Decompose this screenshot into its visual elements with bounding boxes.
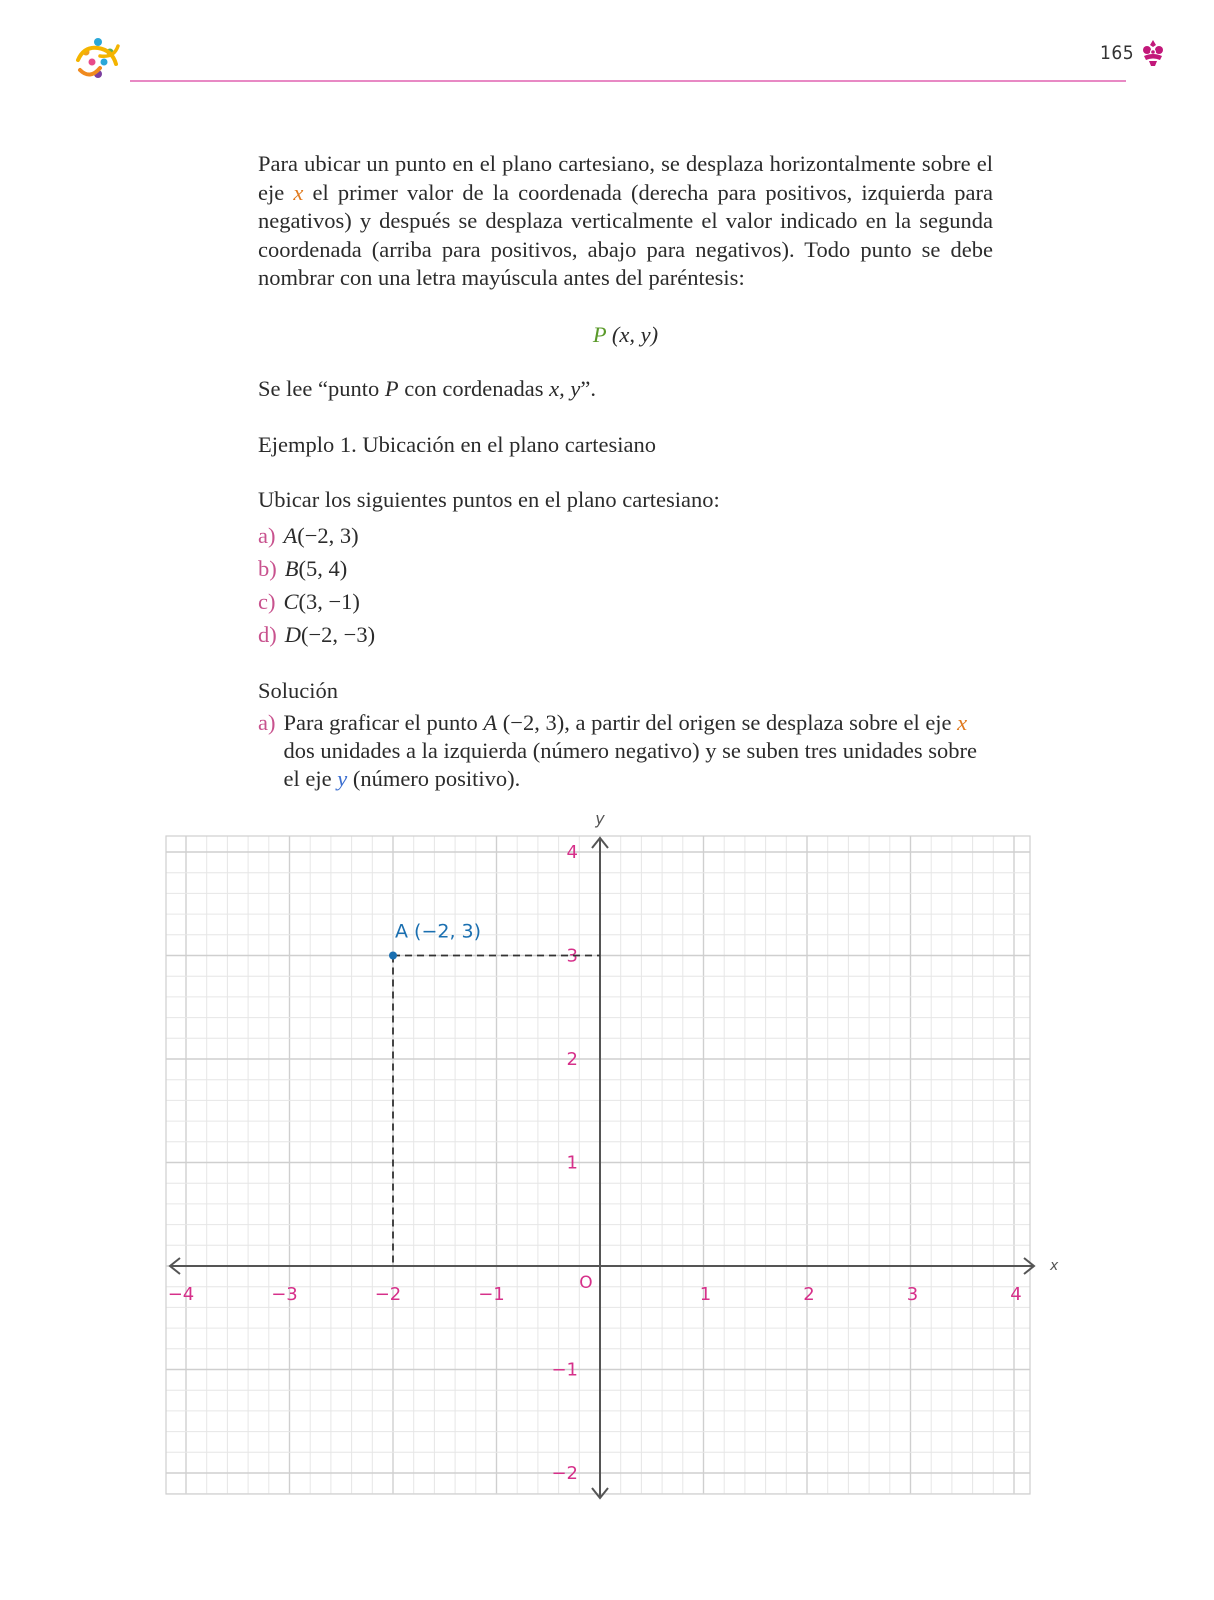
list-item: c) C(3, −1) [258, 588, 360, 614]
grid [166, 836, 1030, 1494]
list-item: a) A(−2, 3) [258, 522, 359, 548]
x-tick-label: −1 [478, 1284, 505, 1305]
y-tick-label: −2 [551, 1463, 578, 1484]
point-a-marker [389, 952, 397, 960]
y-tick-label: 1 [566, 1152, 578, 1174]
example-title: Ejemplo 1. Ubicación en el plano cartesiano [258, 431, 656, 457]
x-variable: x [293, 179, 304, 205]
x-tick-label: 1 [699, 1284, 712, 1305]
solution-item: a) Para graficar el punto A (−2, 3), a partir del origen se desplaza sobre el eje x dos unidades a la izquierda (número negativo) y se suben tres unidades sobre el eje y (número positivo). [258, 709, 993, 793]
point-notation-formula: P (x, y) [592, 321, 659, 347]
x-axis-label: x [1050, 1258, 1059, 1274]
intro-paragraph: Para ubicar un punto en el plano cartesiano, se desplaza horizontalmente sobre el eje x el primer valor de la coordenada (derecha para positivos, izquierda para negativos) y después se desplaza verticalmente el valor indicado en la segunda coordenada (arriba para positivos, abajo para negativos). Todo punto se debe nombrar con una letra mayúscula antes del paréntesis: [258, 151, 993, 290]
y-tick-label: 4 [566, 842, 578, 863]
y-tick-label: 3 [566, 945, 578, 967]
x-tick-label: 4 [1010, 1284, 1022, 1305]
x-tick-label: 3 [906, 1284, 919, 1305]
list-item: b) B(5, 4) [258, 555, 348, 581]
exercise-prompt: Ubicar los siguientes puntos en el plano cartesiano: [258, 487, 720, 512]
point-a-label: A (−2, 3) [395, 920, 482, 943]
page-number: 165 [1100, 42, 1135, 64]
reading-sentence: Se lee “punto P con cordenadas x, y”. [258, 376, 597, 401]
y-tick-label: 2 [566, 1049, 578, 1070]
solution-text: Para graficar el punto A (−2, 3), a partir del origen se desplaza sobre el eje x dos unidades a la izquierda (número negativo) y se suben tres unidades sobre el eje y (número positivo). [283, 710, 978, 791]
y-axis-label: y [595, 809, 605, 828]
solution-title: Solución [258, 677, 339, 703]
list-item: d) D(−2, −3) [258, 621, 376, 647]
x-tick-label: 2 [803, 1284, 815, 1305]
x-tick-label: −4 [167, 1284, 195, 1305]
origin-label: O [579, 1273, 593, 1293]
y-tick-label: −1 [551, 1359, 578, 1381]
x-tick-label: −2 [374, 1284, 402, 1305]
x-tick-label: −3 [271, 1284, 298, 1305]
